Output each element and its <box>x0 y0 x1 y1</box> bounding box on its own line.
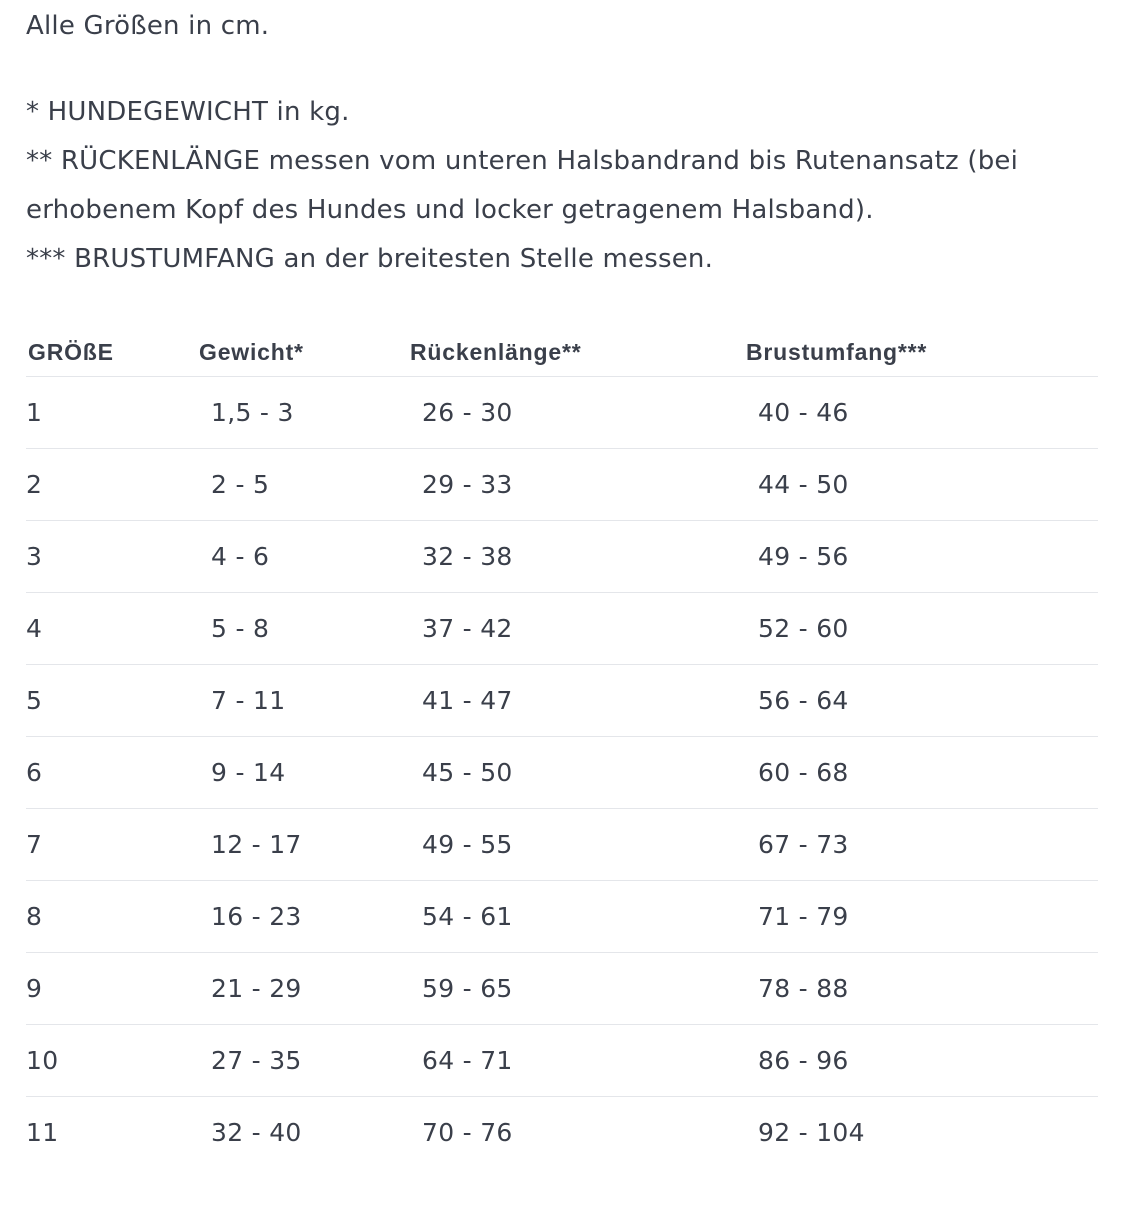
cell-back-length: 54 - 61 <box>410 881 746 953</box>
table-row <box>26 377 1098 449</box>
table-row <box>26 665 1098 737</box>
cell-chest-girth: 78 - 88 <box>746 953 1098 1025</box>
cell-back-length: 49 - 55 <box>410 809 746 881</box>
cell-size: 7 <box>26 809 199 881</box>
cell-weight: 27 - 35 <box>199 1025 410 1097</box>
cell-weight: 16 - 23 <box>199 881 410 953</box>
cell-back-length: 70 - 76 <box>422 1118 513 1147</box>
cell-chest-girth: 67 - 73 <box>746 809 1098 881</box>
cell-chest-girth: 86 - 96 <box>746 1025 1098 1097</box>
cell-chest-girth: 52 - 60 <box>746 593 1098 665</box>
cell-size: 2 <box>26 449 199 521</box>
cell-weight: 5 - 8 <box>199 593 410 665</box>
table-row <box>26 1025 1098 1097</box>
measurement-notes <box>26 88 1098 284</box>
cell-weight: 32 - 40 <box>211 1118 302 1147</box>
cell-back-length: 37 - 42 <box>410 593 746 665</box>
header-back-length: Rückenlänge** <box>410 328 746 377</box>
cell-size: 1 <box>26 377 199 449</box>
cell-back-length: 45 - 50 <box>410 737 746 809</box>
cell-back-length: 32 - 38 <box>410 521 746 593</box>
cell-back-length: 41 - 47 <box>410 665 746 737</box>
cell-size: 11 <box>26 1118 59 1147</box>
table-row <box>26 881 1098 953</box>
cell-size: 4 <box>26 593 199 665</box>
cell-weight: 21 - 29 <box>199 953 410 1025</box>
header-weight: Gewicht* <box>199 328 410 377</box>
size-chart-section <box>26 0 1098 1147</box>
table-header-row <box>26 328 1098 377</box>
cell-chest-girth: 44 - 50 <box>746 449 1098 521</box>
cell-chest-girth: 40 - 46 <box>746 377 1098 449</box>
cell-size: 5 <box>26 665 199 737</box>
cell-weight: 4 - 6 <box>199 521 410 593</box>
cell-size: 10 <box>26 1025 199 1097</box>
cell-back-length: 59 - 65 <box>410 953 746 1025</box>
table-row <box>26 809 1098 881</box>
cell-size: 8 <box>26 881 199 953</box>
cell-weight: 1,5 - 3 <box>199 377 410 449</box>
cell-chest-girth: 56 - 64 <box>746 665 1098 737</box>
table-row <box>26 953 1098 1025</box>
table-row <box>26 737 1098 809</box>
cell-weight: 2 - 5 <box>199 449 410 521</box>
note-chest-girth: *** BRUSTUMFANG an der breitesten Stelle messen. <box>26 244 714 274</box>
cell-size: 6 <box>26 737 199 809</box>
cell-weight: 7 - 11 <box>199 665 410 737</box>
table-row <box>26 1097 1098 1169</box>
table-row <box>26 593 1098 665</box>
header-chest-girth: Brustumfang*** <box>746 328 1098 377</box>
size-table <box>26 328 1098 1168</box>
cell-back-length: 29 - 33 <box>410 449 746 521</box>
cell-back-length: 64 - 71 <box>410 1025 746 1097</box>
cell-weight: 9 - 14 <box>199 737 410 809</box>
note-weight: * HUNDEGEWICHT in kg. <box>26 97 350 127</box>
cell-chest-girth: 60 - 68 <box>746 737 1098 809</box>
cell-chest-girth: 49 - 56 <box>746 521 1098 593</box>
header-size: GRÖßE <box>26 328 199 377</box>
cell-size: 9 <box>26 953 199 1025</box>
cell-back-length: 26 - 30 <box>410 377 746 449</box>
table-row <box>26 521 1098 593</box>
units-note: Alle Größen in cm. <box>26 11 270 41</box>
cell-weight: 12 - 17 <box>199 809 410 881</box>
table-row <box>26 449 1098 521</box>
cell-chest-girth: 92 - 104 <box>758 1118 865 1147</box>
table-body <box>26 377 1098 1169</box>
cell-size: 3 <box>26 521 199 593</box>
note-back-length: ** RÜCKENLÄNGE messen vom unteren Halsbandrand bis Rutenansatz (bei erhobenem Kopf des Hundes und locker getragenem Halsband). <box>26 146 1019 225</box>
cell-chest-girth: 71 - 79 <box>746 881 1098 953</box>
